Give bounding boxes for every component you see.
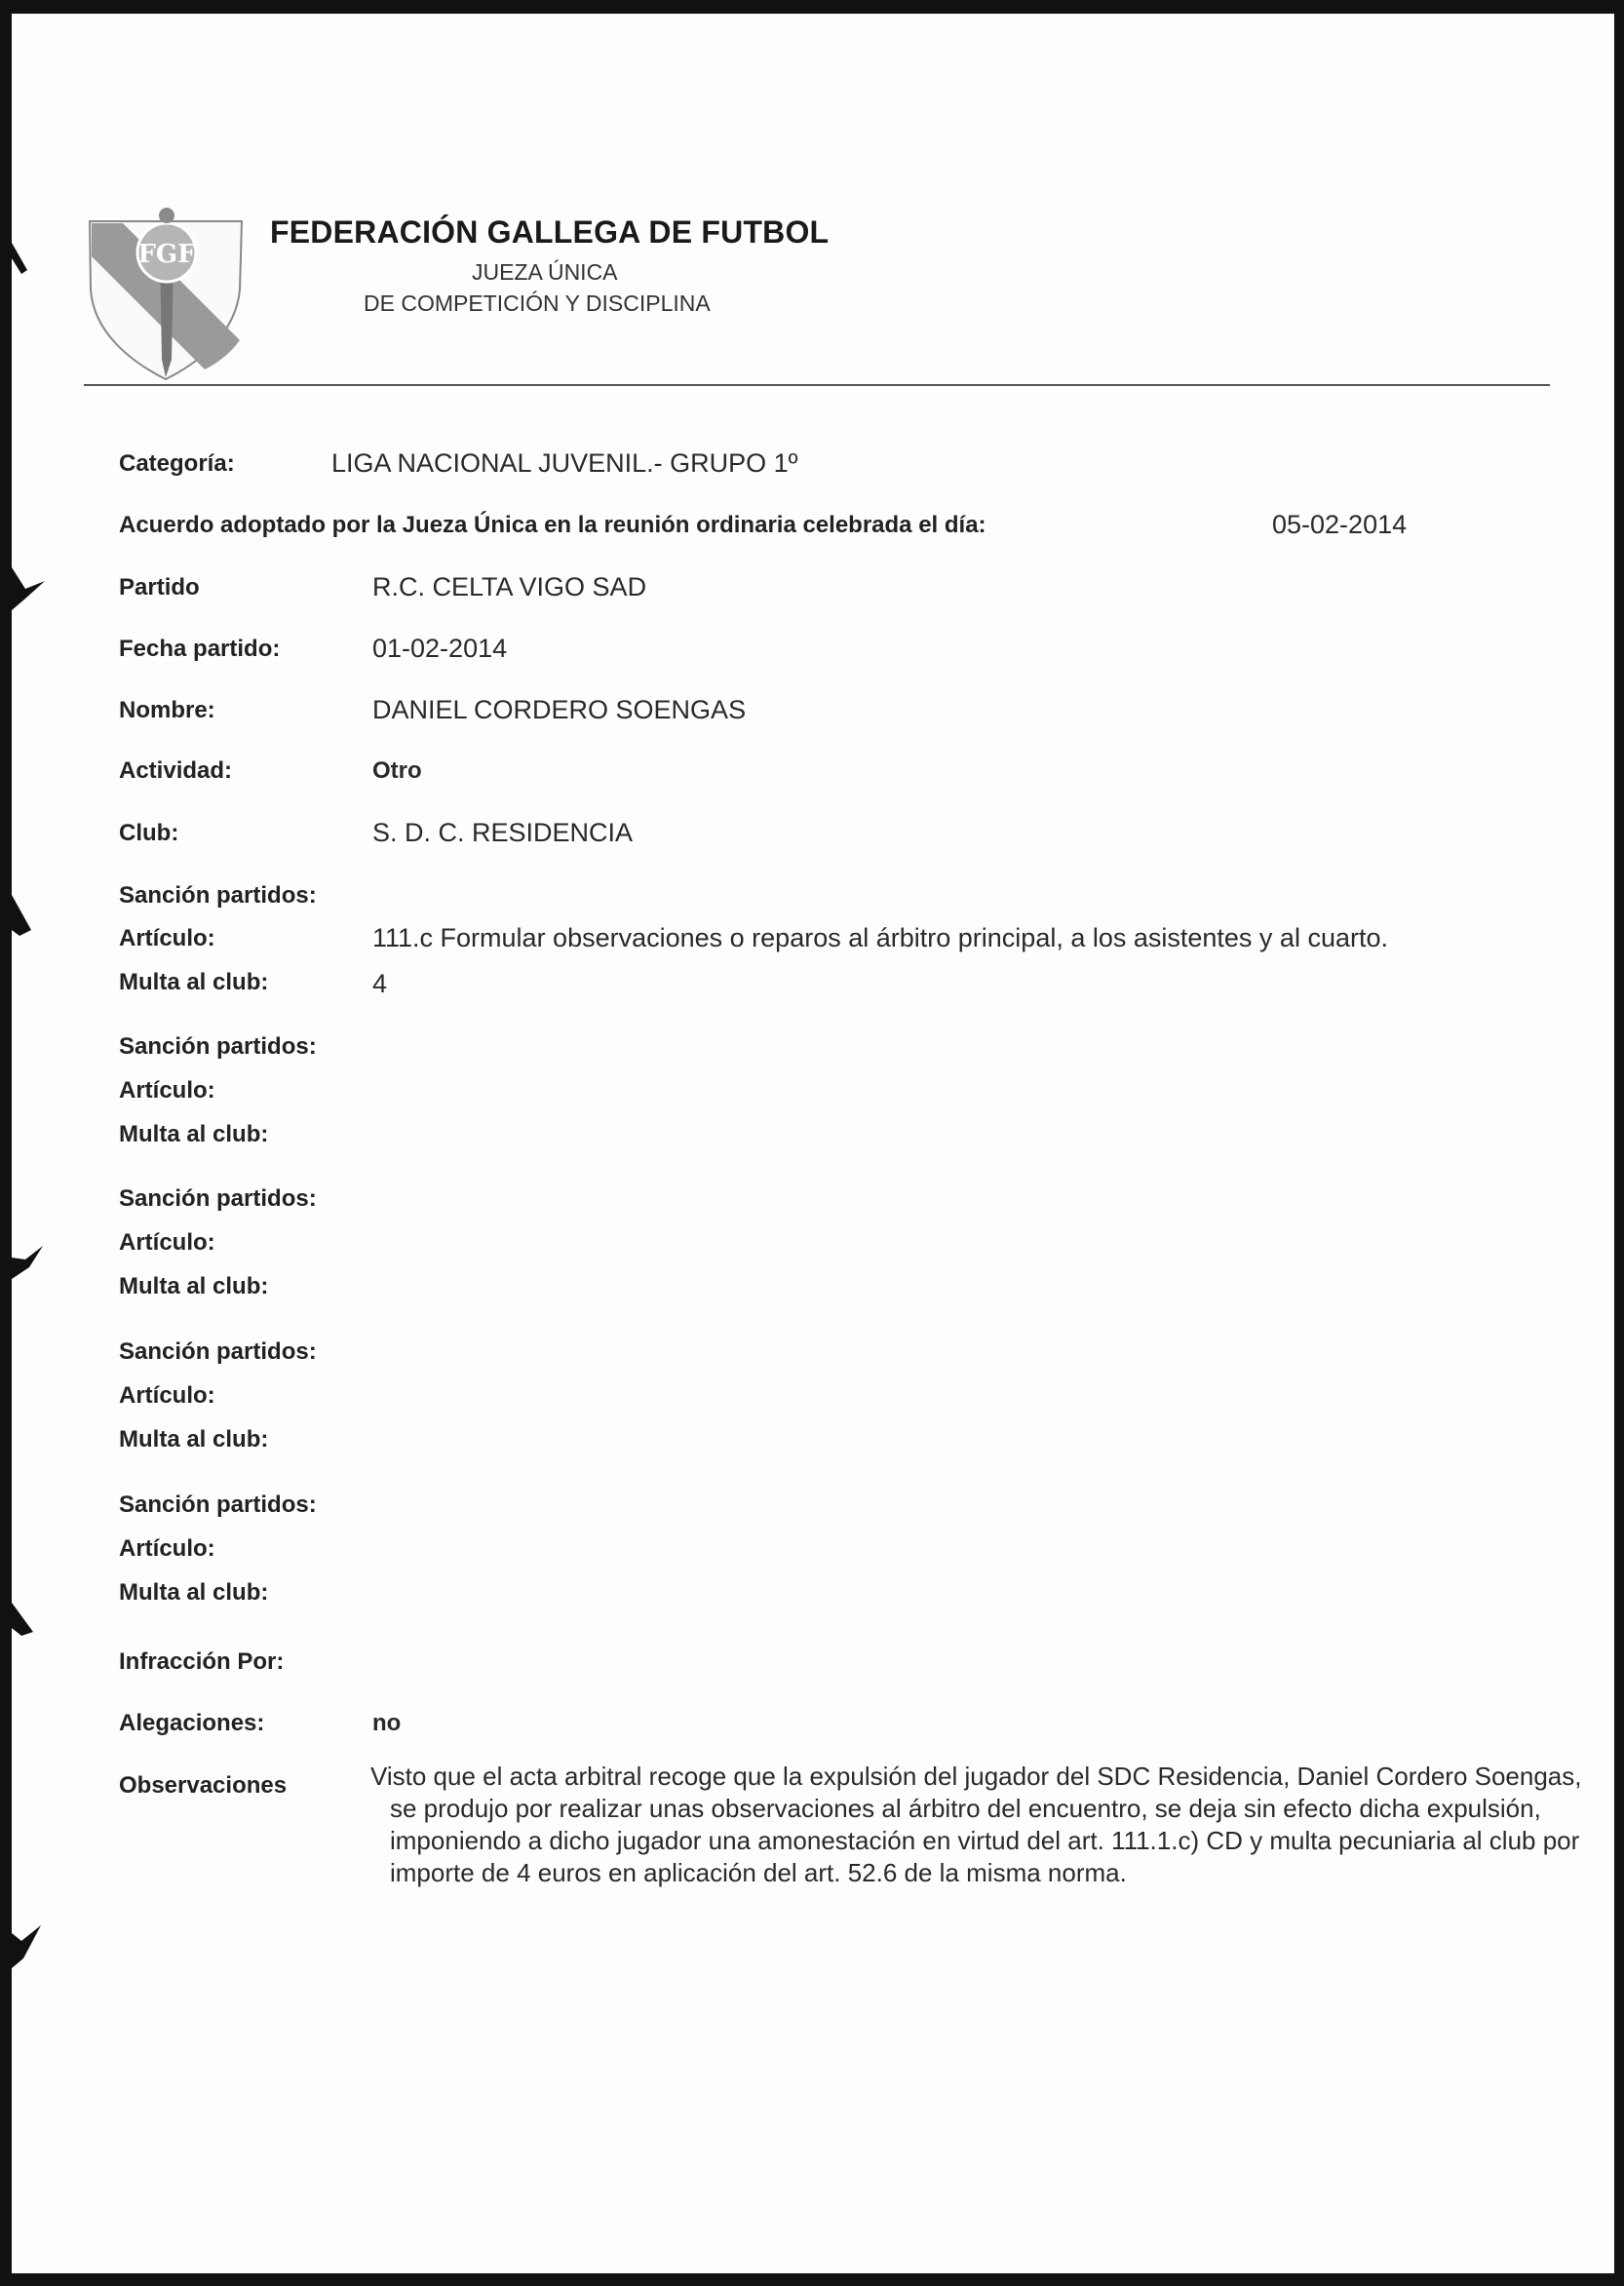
binding-mark — [12, 1593, 41, 1642]
actividad-value: Otro — [372, 757, 422, 784]
categoria-label: Categoría: — [119, 450, 235, 477]
articulo-label: Artículo: — [119, 1382, 215, 1409]
articulo-label: Artículo: — [119, 925, 215, 951]
committee-subtitle: DE COMPETICIÓN Y DISCIPLINA — [364, 291, 711, 316]
alegaciones-label: Alegaciones: — [119, 1710, 265, 1736]
multa-label: Multa al club: — [119, 1273, 269, 1299]
logo-letters: FGF — [137, 240, 196, 269]
nombre-value: DANIEL CORDERO SOENGAS — [372, 695, 747, 724]
multa-label: Multa al club: — [119, 1121, 269, 1147]
observaciones-text: Visto que el acta arbitral recoge que la expulsión del jugador del SDC Residencia, Daniel Cordero Soengas, se produjo por realizar unas observaciones al árbitro del encuentro, se deja sin efecto dicha expulsión, imponiendo a dicho jugador una amonestación en virtud del art. 111.1.c) CD y multa pecuniaria al club por importe de 4 euros en aplicación del art. 52.6 de la misma norma. — [370, 1762, 1582, 1887]
club-label: Club: — [119, 820, 179, 846]
binding-mark — [12, 233, 41, 282]
binding-mark — [12, 1919, 47, 1978]
sancion-partidos-label: Sanción partidos: — [119, 1185, 317, 1212]
multa-label: Multa al club: — [119, 1579, 269, 1606]
partido-value: R.C. CELTA VIGO SAD — [372, 572, 647, 601]
sancion-partidos-label: Sanción partidos: — [119, 1338, 317, 1365]
fecha-partido-value: 01-02-2014 — [372, 634, 508, 663]
articulo-label: Artículo: — [119, 1535, 215, 1562]
federation-title: FEDERACIÓN GALLEGA DE FUTBOL — [270, 214, 830, 250]
header-divider — [84, 384, 1550, 386]
acuerdo-date: 05-02-2014 — [1272, 510, 1408, 539]
alegaciones-value: no — [372, 1710, 402, 1736]
acuerdo-label: Acuerdo adoptado por la Jueza Única en la reunión ordinaria celebrada el día: — [119, 512, 986, 538]
binding-mark — [12, 1240, 51, 1289]
multa-value: 4 — [372, 969, 388, 998]
nombre-label: Nombre: — [119, 697, 215, 723]
sancion-partidos-label: Sanción partidos: — [119, 882, 317, 909]
infraccion-label: Infracción Por: — [119, 1648, 285, 1675]
binding-mark — [12, 891, 41, 949]
articulo-label: Artículo: — [119, 1229, 215, 1256]
sancion-partidos-label: Sanción partidos: — [119, 1492, 317, 1518]
articulo-label: Artículo: — [119, 1077, 215, 1104]
multa-label: Multa al club: — [119, 969, 269, 995]
multa-label: Multa al club: — [119, 1426, 269, 1453]
club-value: S. D. C. RESIDENCIA — [372, 818, 634, 847]
fecha-partido-label: Fecha partido: — [119, 636, 281, 662]
document-page — [12, 14, 1614, 2273]
committee-name: JUEZA ÚNICA — [472, 259, 618, 285]
partido-label: Partido — [119, 574, 200, 601]
binding-mark — [12, 560, 51, 618]
observaciones-label: Observaciones — [119, 1772, 288, 1799]
categoria-value: LIGA NACIONAL JUVENIL.- GRUPO 1º — [331, 448, 798, 478]
federation-logo — [84, 196, 248, 383]
actividad-label: Actividad: — [119, 757, 233, 784]
sancion-partidos-label: Sanción partidos: — [119, 1033, 317, 1060]
articulo-value: 111.c Formular observaciones o reparos al árbitro principal, a los asistentes y al cuarto. — [372, 923, 1388, 952]
